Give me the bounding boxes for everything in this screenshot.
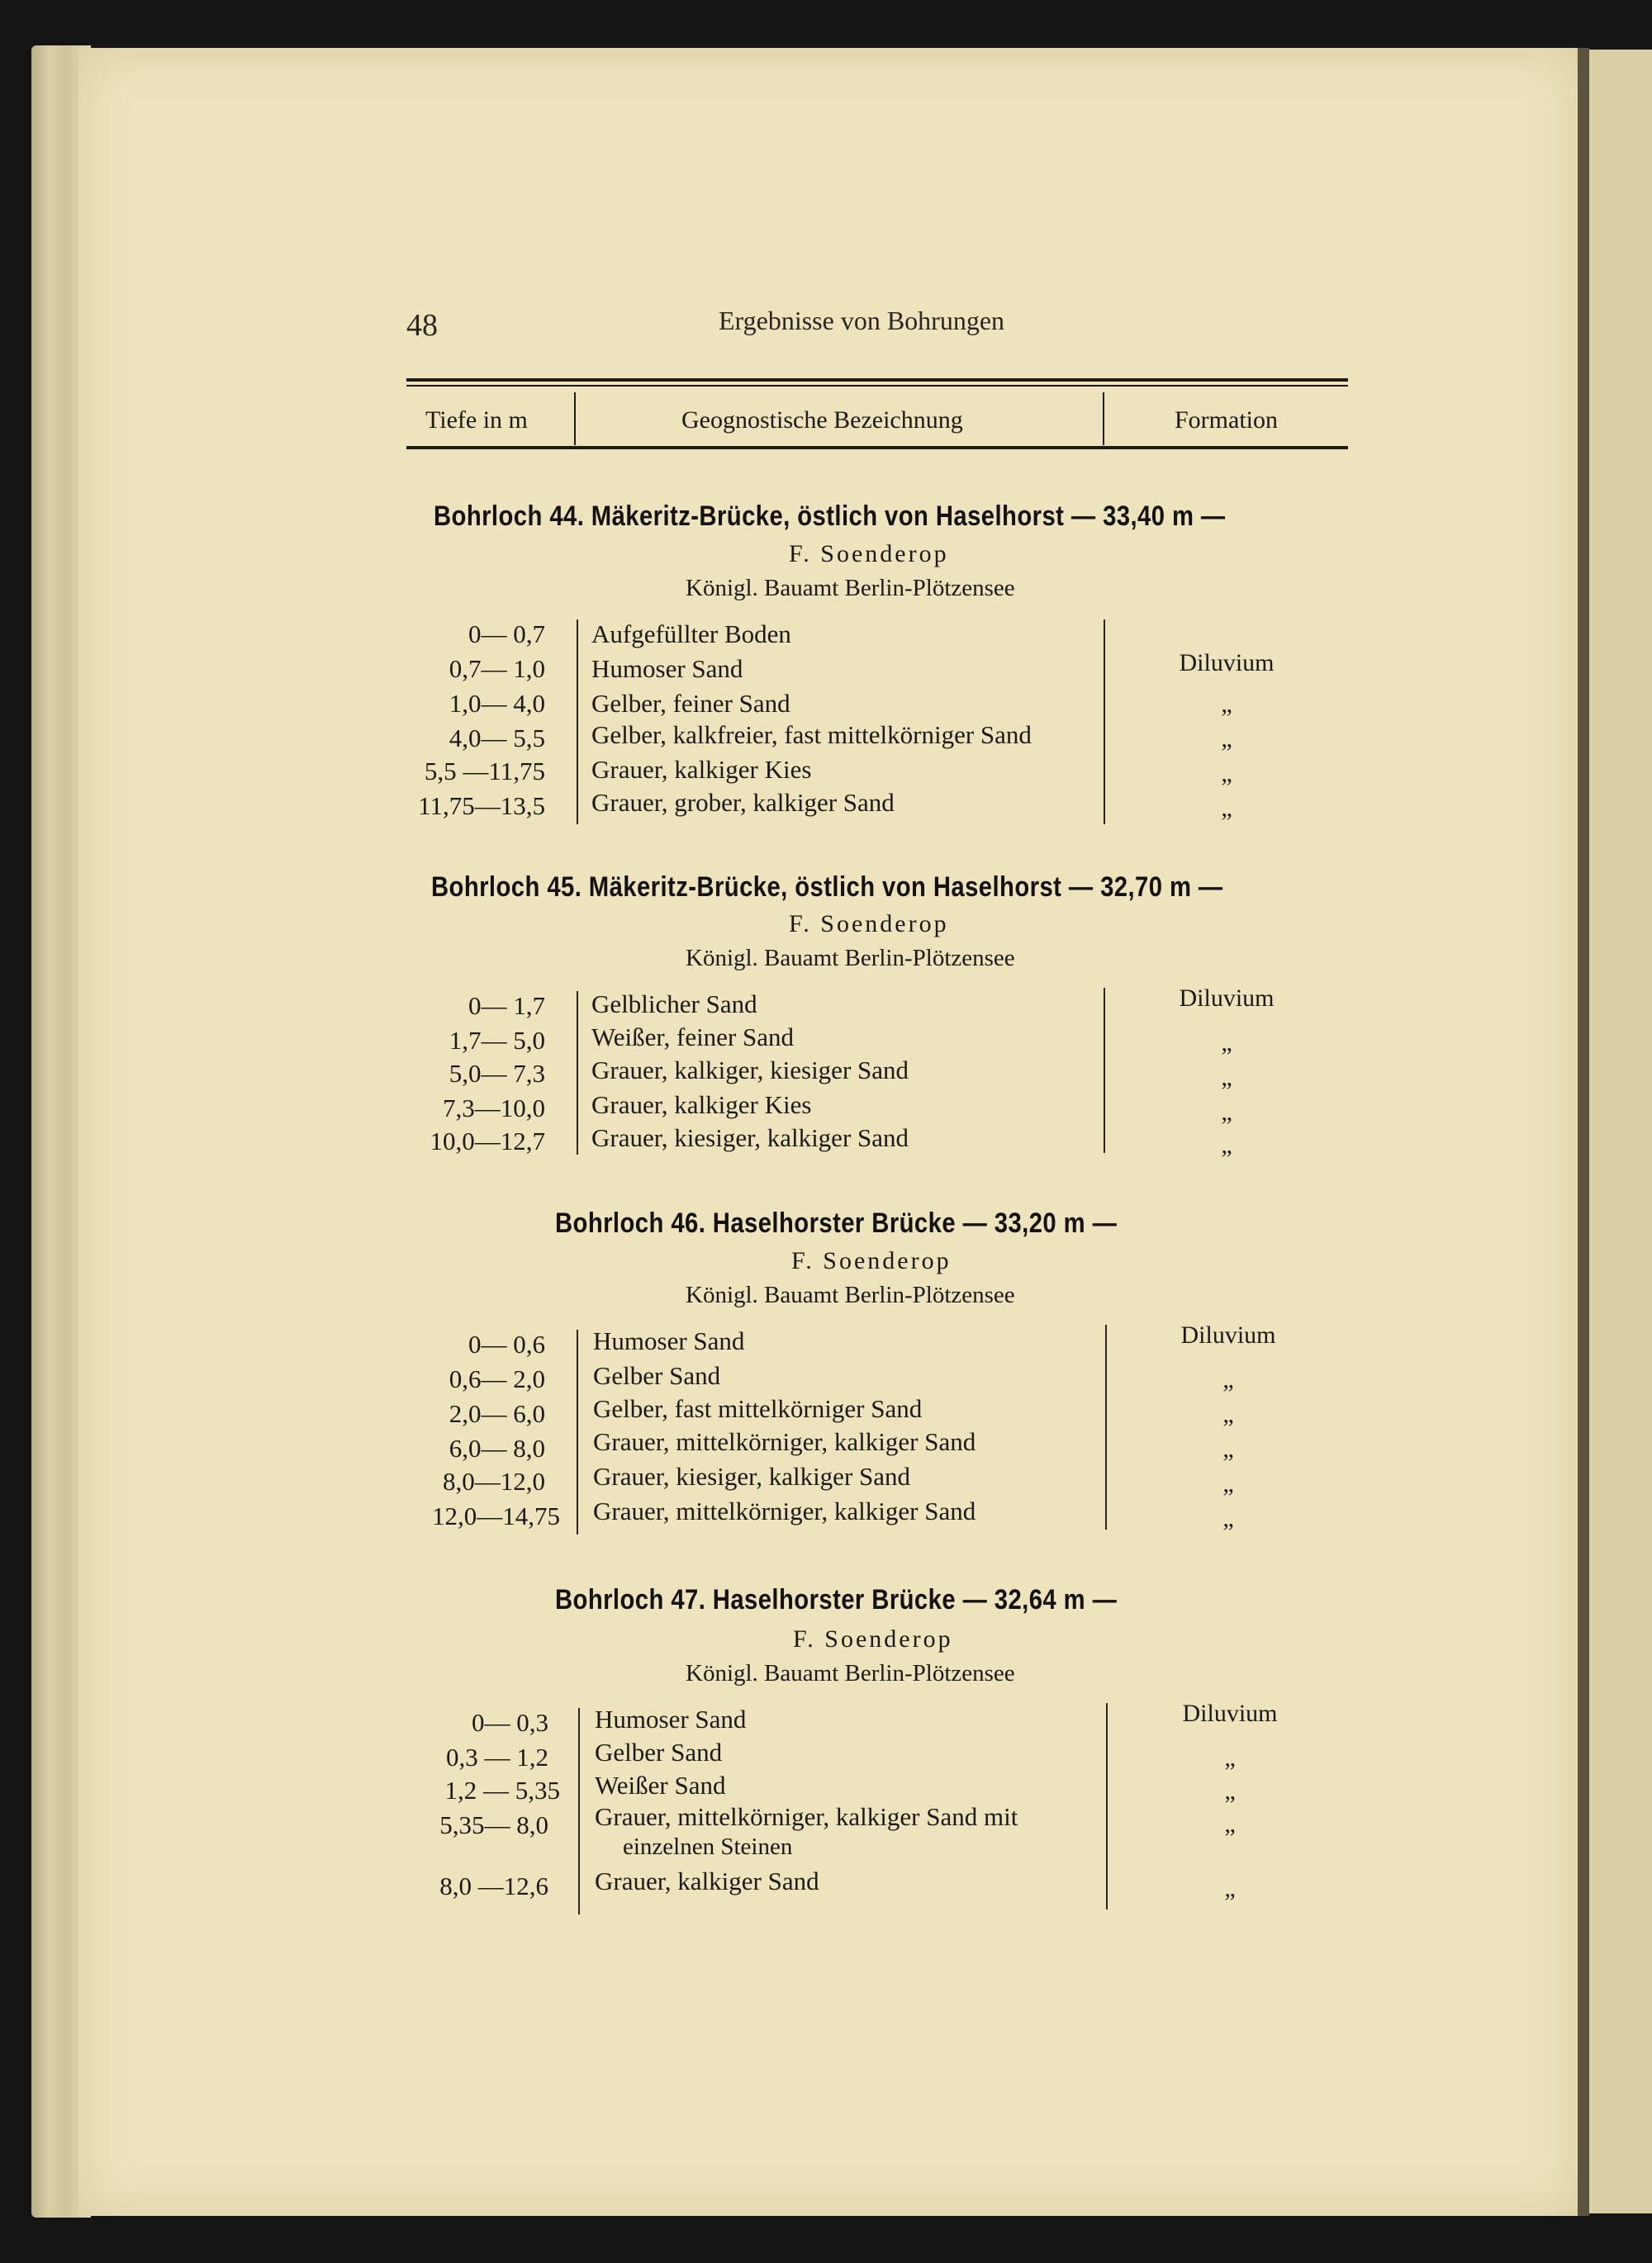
depth-cell: 5,35— 8,0 — [439, 1810, 548, 1839]
depth-cell: 0,3 — 1,2 — [446, 1743, 548, 1772]
formation-cell: „ — [1221, 1064, 1232, 1091]
depth-cell: 8,0 —12,6 — [439, 1872, 548, 1900]
formation-cell: „ — [1224, 1875, 1236, 1902]
formation-cell: „ — [1224, 1777, 1236, 1805]
depth-cell: 1,7— 5,0 — [449, 1026, 545, 1055]
description-cell: Weißer Sand — [595, 1771, 726, 1800]
section-authority: Königl. Bauamt Berlin-Plötzensee — [686, 1660, 1015, 1687]
page-number: 48 — [406, 308, 438, 343]
formation-cell: „ — [1222, 1435, 1234, 1463]
column-divider — [1104, 988, 1105, 1153]
column-divider — [1106, 1703, 1108, 1910]
column-divider — [577, 619, 578, 824]
description-cell: Gelber, feiner Sand — [591, 689, 790, 718]
depth-cell: 6,0— 8,0 — [449, 1434, 545, 1463]
depth-cell: 5,0— 7,3 — [449, 1059, 545, 1088]
section-title: Bohrloch 45. Mäkeritz-Brücke, östlich von Haselhorst — 32,70 m — — [431, 871, 1223, 903]
description-cell: Grauer, grober, kalkiger Sand — [591, 788, 895, 817]
description-cell: Aufgefüllter Boden — [591, 619, 791, 648]
header-divider — [1103, 392, 1104, 445]
description-cell: Grauer, mittelkörniger, kalkiger Sand — [593, 1427, 976, 1456]
description-cell: Gelber, fast mittelkörniger Sand — [593, 1394, 923, 1423]
section-title: Bohrloch 44. Mäkeritz-Brücke, östlich von Haselhorst — 33,40 m — — [434, 501, 1226, 532]
section-authority: Königl. Bauamt Berlin-Plötzensee — [686, 1282, 1015, 1308]
depth-cell: 10,0—12,7 — [430, 1127, 545, 1155]
description-cell: Gelblicher Sand — [591, 989, 757, 1018]
formation-cell: Diluvium — [1180, 1321, 1276, 1349]
formation-cell: Diluvium — [1182, 1700, 1278, 1727]
formation-cell: „ — [1221, 1029, 1232, 1056]
description-cell: Gelber Sand — [593, 1361, 721, 1390]
column-divider — [577, 991, 578, 1155]
formation-cell: „ — [1221, 725, 1232, 752]
description-cell: Grauer, kiesiger, kalkiger Sand — [591, 1123, 909, 1152]
header-depth: Tiefe in m — [425, 406, 528, 434]
depth-cell: 1,2 — 5,35 — [444, 1776, 560, 1805]
section-author: F. Soenderop — [789, 540, 949, 567]
formation-cell: „ — [1222, 1401, 1234, 1428]
formation-cell: „ — [1221, 690, 1232, 718]
description-cell: Humoser Sand — [593, 1326, 745, 1355]
formation-cell: Diluvium — [1179, 649, 1275, 676]
description-cell: Gelber Sand — [595, 1738, 723, 1767]
section-title: Bohrloch 46. Haselhorster Brücke — 33,20 m — — [555, 1207, 1118, 1239]
description-cell: Grauer, kalkiger Kies — [591, 1090, 812, 1119]
section-author: F. Soenderop — [789, 910, 949, 937]
table-top-rule — [406, 378, 1348, 382]
header-divider — [574, 392, 576, 445]
column-divider — [577, 1330, 578, 1535]
header-description: Geognostische Bezeichnung — [681, 406, 963, 434]
description-cell: Humoser Sand — [595, 1705, 747, 1734]
section-authority: Königl. Bauamt Berlin-Plötzensee — [686, 945, 1015, 971]
depth-cell: 0— 0,6 — [468, 1330, 545, 1359]
section-author: F. Soenderop — [791, 1247, 952, 1274]
description-cell: Gelber, kalkfreier, fast mittelkörniger Sand — [591, 720, 1032, 749]
description-cell: Grauer, mittelkörniger, kalkiger Sand — [593, 1497, 976, 1525]
formation-cell: „ — [1221, 1098, 1232, 1126]
column-divider — [578, 1708, 580, 1914]
depth-cell: 0— 0,7 — [468, 619, 545, 648]
table-top-rule-thin — [406, 385, 1348, 387]
depth-cell: 0— 1,7 — [468, 991, 545, 1020]
formation-cell: „ — [1224, 1744, 1236, 1772]
depth-cell: 5,5 —11,75 — [424, 757, 545, 785]
depth-cell: 1,0— 4,0 — [449, 689, 545, 718]
section-authority: Königl. Bauamt Berlin-Plötzensee — [686, 575, 1015, 601]
formation-cell: Diluvium — [1179, 984, 1275, 1012]
description-cell: Weißer, feiner Sand — [591, 1022, 795, 1051]
depth-cell: 12,0—14,75 — [432, 1502, 560, 1530]
description-cell: Grauer, kalkiger Sand — [595, 1867, 819, 1895]
formation-cell: „ — [1221, 1132, 1232, 1159]
depth-cell: 4,0— 5,5 — [449, 723, 545, 752]
depth-cell: 11,75—13,5 — [418, 791, 545, 820]
formation-cell: „ — [1221, 795, 1232, 822]
depth-cell: 2,0— 6,0 — [449, 1399, 545, 1428]
depth-cell: 7,3—10,0 — [443, 1094, 545, 1122]
section-author: F. Soenderop — [793, 1625, 953, 1653]
formation-cell: „ — [1224, 1810, 1236, 1838]
depth-cell: 0,6— 2,0 — [449, 1364, 545, 1393]
column-divider — [1104, 619, 1105, 824]
description-cell: Humoser Sand — [591, 654, 743, 683]
depth-cell: 0— 0,3 — [472, 1708, 548, 1737]
running-head: Ergebnisse von Bohrungen — [719, 306, 1005, 335]
description-cell: Grauer, kalkiger, kiesiger Sand — [591, 1056, 909, 1084]
formation-cell: „ — [1221, 760, 1232, 787]
description-cell: Grauer, kalkiger Kies — [591, 755, 812, 784]
page-gutter — [1578, 48, 1589, 2216]
formation-cell: „ — [1222, 1470, 1234, 1497]
header-formation: Formation — [1175, 406, 1278, 434]
depth-cell: 0,7— 1,0 — [449, 654, 545, 683]
description-cell: Grauer, mittelkörniger, kalkiger Sand mit — [595, 1802, 1018, 1831]
description-cell-continuation: einzelnen Steinen — [623, 1834, 793, 1860]
section-title: Bohrloch 47. Haselhorster Brücke — 32,64 m — — [555, 1584, 1118, 1615]
table-header-bottom-rule — [406, 446, 1348, 449]
formation-cell: „ — [1222, 1505, 1234, 1532]
formation-cell: „ — [1222, 1366, 1234, 1393]
next-page-edge — [1589, 50, 1652, 2213]
description-cell: Grauer, kiesiger, kalkiger Sand — [593, 1462, 911, 1491]
depth-cell: 8,0—12,0 — [443, 1467, 545, 1496]
column-divider — [1105, 1325, 1107, 1530]
